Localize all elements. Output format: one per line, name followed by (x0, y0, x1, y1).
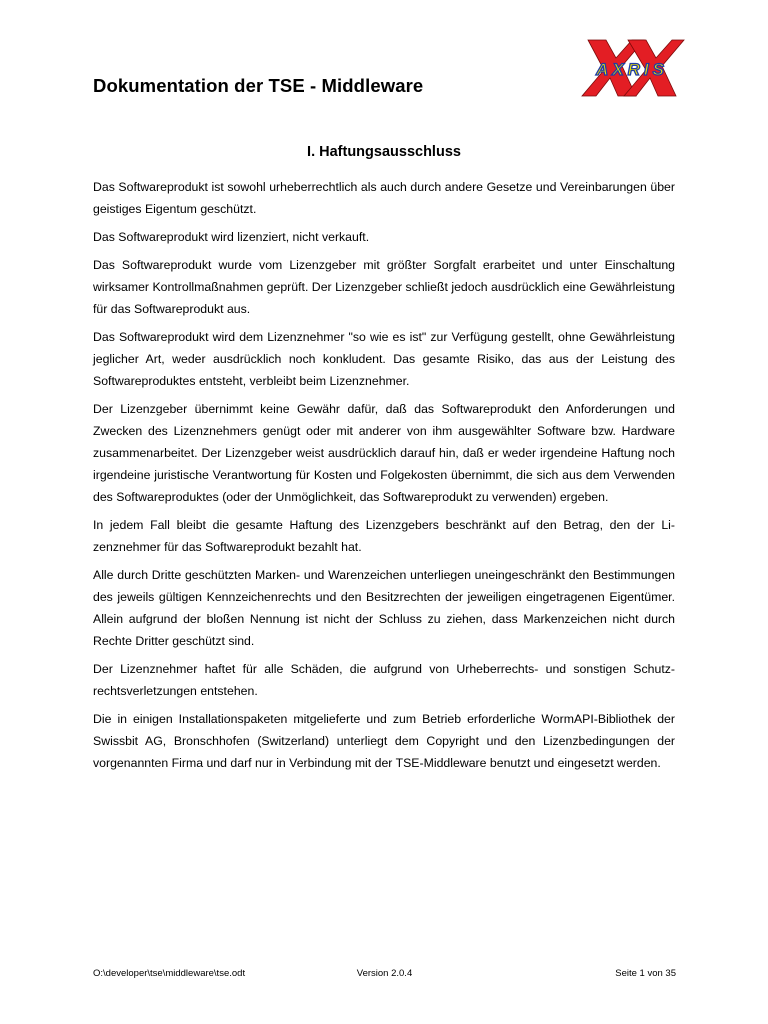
footer-file-path: O:\developer\tse\middleware\tse.odt (93, 968, 246, 979)
document-title: Dokumentation der TSE - Middleware (93, 75, 424, 96)
section-heading: I. Haftungsausschluss (307, 144, 461, 160)
footer-version: Version 2.0.4 (356, 968, 413, 979)
paragraph: Die in einigen Installationspaketen mitgelieferte und zum Betrieb erforderliche WormAPI-Bibliothek der Swissbit AG, Bronschhofen (Switzerland) unterliegt dem Copyright und den Lizenzbedingungen der vorgenannten Firma und darf nur in Verbindung mit der TSE-Middleware benutzt und eingesetzt werden. (93, 712, 675, 770)
paragraph: Der Lizenzgeber übernimmt keine Gewähr dafür, daß das Softwareprodukt den Anforderungen und Zwecken des Lizenznehmers genügt oder mit anderer von ihm ausgewählter Software bzw. Hardware zusammenarbeitet. Der Lizenzgeber weist ausdrücklich darauf hin, daß er weder irgendeine Haftung noch irgendeine juristische Verantwortung für Kosten und Folgekosten übernimmt, die sich aus dem Verwenden des Softwareproduktes (oder der Unmöglichkeit, das Softwareprodukt zu verwenden) ergeben. (93, 402, 675, 504)
paragraph: Der Lizenznehmer haftet für alle Schäden, die aufgrund von Urheberrechts- und sonstigen Schutzrechtsverletzungen entstehen. (93, 662, 675, 698)
paragraph: Das Softwareprodukt wird lizenziert, nicht verkauft. (93, 230, 370, 244)
disclaimer-body (93, 176, 675, 780)
paragraph: In jedem Fall bleibt die gesamte Haftung des Lizenzgebers beschränkt auf den Betrag, den der Lizenznehmer für das Softwareprodukt bezahlt hat. (93, 518, 675, 554)
logo-wordmark: AXRIS (596, 60, 668, 79)
company-logo (574, 36, 686, 102)
paragraph: Das Softwareprodukt wird dem Lizenznehmer "so wie es ist" zur Verfügung gestellt, ohne Gewährleistung jeglicher Art, weder ausdrücklich noch konkludent. Das gesamte Risiko, das aus der Leistung des Softwareproduktes entsteht, verbleibt beim Lizenznehmer. (93, 330, 675, 388)
paragraph: Alle durch Dritte geschützten Marken- und Warenzeichen unterliegen uneingeschränkt den Bestimmungen des jeweils gültigen Kennzeichenrechts und den Besitzrechten der jeweiligen eingetragenen Eigentümer. Allein aufgrund der bloßen Nennung ist nicht der Schluss zu ziehen, dass Markenzeichen nicht durch Rechte Dritter geschützt sind. (93, 568, 675, 648)
page-footer (93, 968, 676, 979)
paragraph: Das Softwareprodukt ist sowohl urheberrechtlich als auch durch andere Gesetze und Vereinbarungen über geistiges Eigentum geschützt. (93, 180, 675, 216)
paragraph: Das Softwareprodukt wurde vom Lizenzgeber mit größter Sorgfalt erarbeitet und unter Einschaltung wirksamer Kontrollmaßnahmen geprüft. Der Lizenzgeber schließt jedoch ausdrücklich eine Gewährleistung für das Softwareprodukt aus. (93, 258, 675, 316)
footer-page-number: Seite 1 von 35 (615, 968, 676, 979)
